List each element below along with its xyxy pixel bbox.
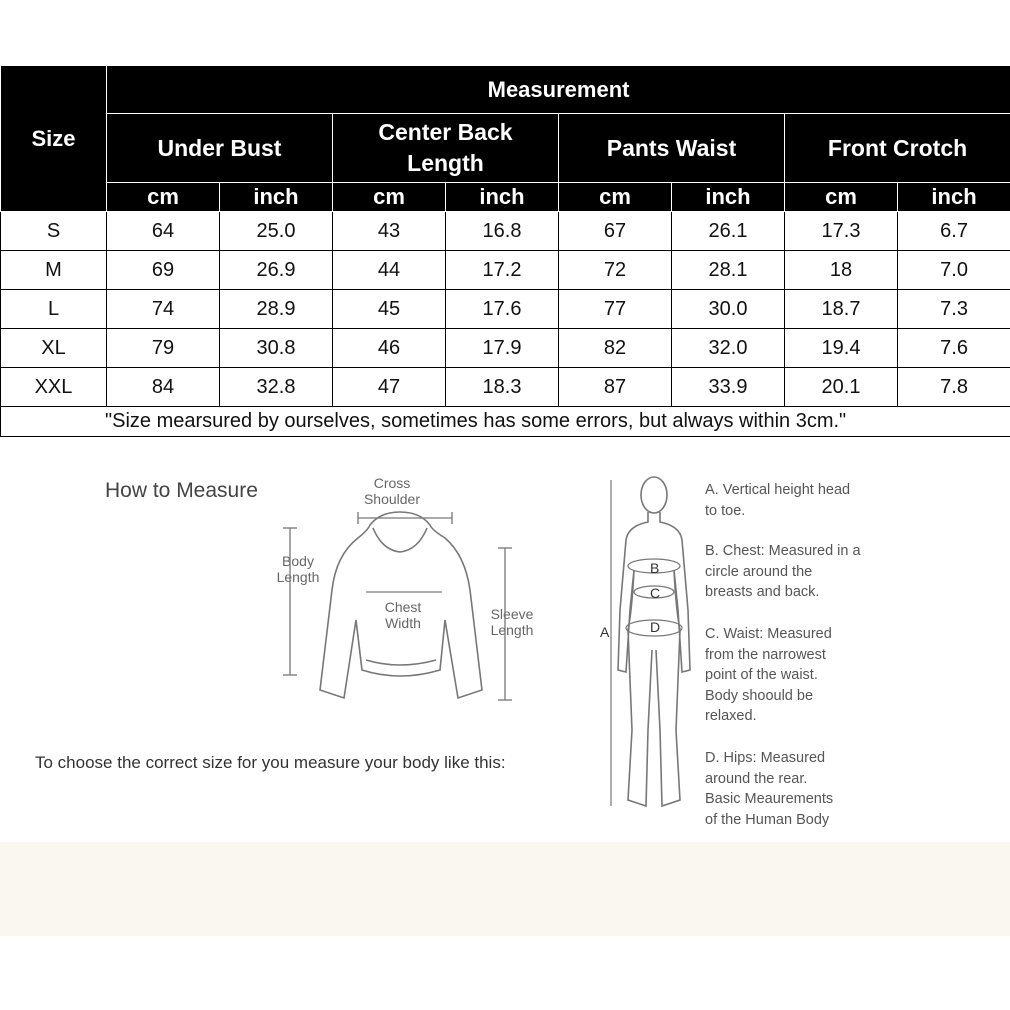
sweater-diagram <box>270 500 540 710</box>
group-front-crotch: Front Crotch <box>785 114 1010 183</box>
how-to-measure-title: How to Measure <box>105 479 258 502</box>
size-chart-table <box>0 65 1010 437</box>
table-cell: 7.8 <box>898 368 1010 407</box>
table-cell: 79 <box>107 329 220 368</box>
size-cell: S <box>1 212 107 251</box>
table-cell: 25.0 <box>220 212 333 251</box>
unit-header: inch <box>898 183 1010 212</box>
table-cell: 32.0 <box>672 329 785 368</box>
size-cell: XL <box>1 329 107 368</box>
cross-shoulder-label: Cross Shoulder <box>363 475 421 507</box>
table-cell: 20.1 <box>785 368 898 407</box>
table-cell: 82 <box>559 329 672 368</box>
unit-header: cm <box>559 183 672 212</box>
table-cell: 16.8 <box>446 212 559 251</box>
table-row <box>1 329 1010 368</box>
table-row <box>1 212 1010 251</box>
group-under-bust: Under Bust <box>107 114 333 183</box>
unit-header: cm <box>107 183 220 212</box>
table-cell: 32.8 <box>220 368 333 407</box>
table-cell: 17.2 <box>446 251 559 290</box>
label-b: B <box>650 560 660 576</box>
group-pants-waist: Pants Waist <box>559 114 785 183</box>
size-cell: L <box>1 290 107 329</box>
table-cell: 18 <box>785 251 898 290</box>
table-cell: 87 <box>559 368 672 407</box>
size-cell: M <box>1 251 107 290</box>
table-cell: 17.6 <box>446 290 559 329</box>
table-body <box>1 212 1010 407</box>
table-cell: 19.4 <box>785 329 898 368</box>
table-cell: 17.3 <box>785 212 898 251</box>
table-cell: 84 <box>107 368 220 407</box>
table-cell: 18.7 <box>785 290 898 329</box>
measure-instruction: To choose the correct size for you measure your body like this: <box>35 753 506 772</box>
measurement-header: Measurement <box>107 66 1010 114</box>
sleeve-length-label: Sleeve Length <box>490 606 534 638</box>
unit-header: inch <box>446 183 559 212</box>
table-cell: 72 <box>559 251 672 290</box>
table-cell: 28.9 <box>220 290 333 329</box>
table-cell: 74 <box>107 290 220 329</box>
sweater-outline <box>320 512 482 698</box>
table-cell: 46 <box>333 329 446 368</box>
table-cell: 77 <box>559 290 672 329</box>
table-cell: 7.3 <box>898 290 1010 329</box>
measure-arrows <box>283 512 512 700</box>
unit-header: cm <box>785 183 898 212</box>
table-cell: 67 <box>559 212 672 251</box>
table-cell: 47 <box>333 368 446 407</box>
table-cell: 28.1 <box>672 251 785 290</box>
table-cell: 26.9 <box>220 251 333 290</box>
label-c: C <box>650 585 661 601</box>
table-cell: 30.0 <box>672 290 785 329</box>
table-cell: 33.9 <box>672 368 785 407</box>
table-cell: 44 <box>333 251 446 290</box>
table-row <box>1 251 1010 290</box>
table-row <box>1 368 1010 407</box>
table-cell: 7.0 <box>898 251 1010 290</box>
unit-header: inch <box>220 183 333 212</box>
table-cell: 26.1 <box>672 212 785 251</box>
table-cell: 6.7 <box>898 212 1010 251</box>
desc-hips: D. Hips: Measured around the rear. Basic Meaurements of the Human Body <box>705 750 834 828</box>
table-cell: 7.6 <box>898 329 1010 368</box>
bottom-band <box>0 842 1010 936</box>
table-cell: 30.8 <box>220 329 333 368</box>
group-center-back-length: Center Back Length <box>333 114 559 183</box>
label-a: A <box>600 624 610 640</box>
table-cell: 69 <box>107 251 220 290</box>
size-note: "Size mearsured by ourselves, sometimes has some errors, but always within 3cm." <box>1 407 1010 437</box>
table-cell: 64 <box>107 212 220 251</box>
chest-width-label: Chest Width <box>384 599 422 631</box>
body-outline <box>618 477 690 806</box>
table-cell: 18.3 <box>446 368 559 407</box>
desc-chest: B. Chest: Measured in a circle around the breasts and back. <box>705 543 861 600</box>
size-cell: XXL <box>1 368 107 407</box>
size-header: Size <box>1 66 107 212</box>
table-row <box>1 290 1010 329</box>
table-cell: 43 <box>333 212 446 251</box>
desc-vertical-height: A. Vertical height head to toe. <box>705 482 851 519</box>
unit-header: cm <box>333 183 446 212</box>
table-cell: 17.9 <box>446 329 559 368</box>
label-d: D <box>650 619 661 635</box>
table-cell: 45 <box>333 290 446 329</box>
unit-header: inch <box>672 183 785 212</box>
desc-waist: C. Waist: Measured from the narrowest point of the waist. Body shoould be relaxed. <box>705 626 832 724</box>
body-figure <box>598 470 710 820</box>
body-length-label: Body Length <box>276 553 320 585</box>
